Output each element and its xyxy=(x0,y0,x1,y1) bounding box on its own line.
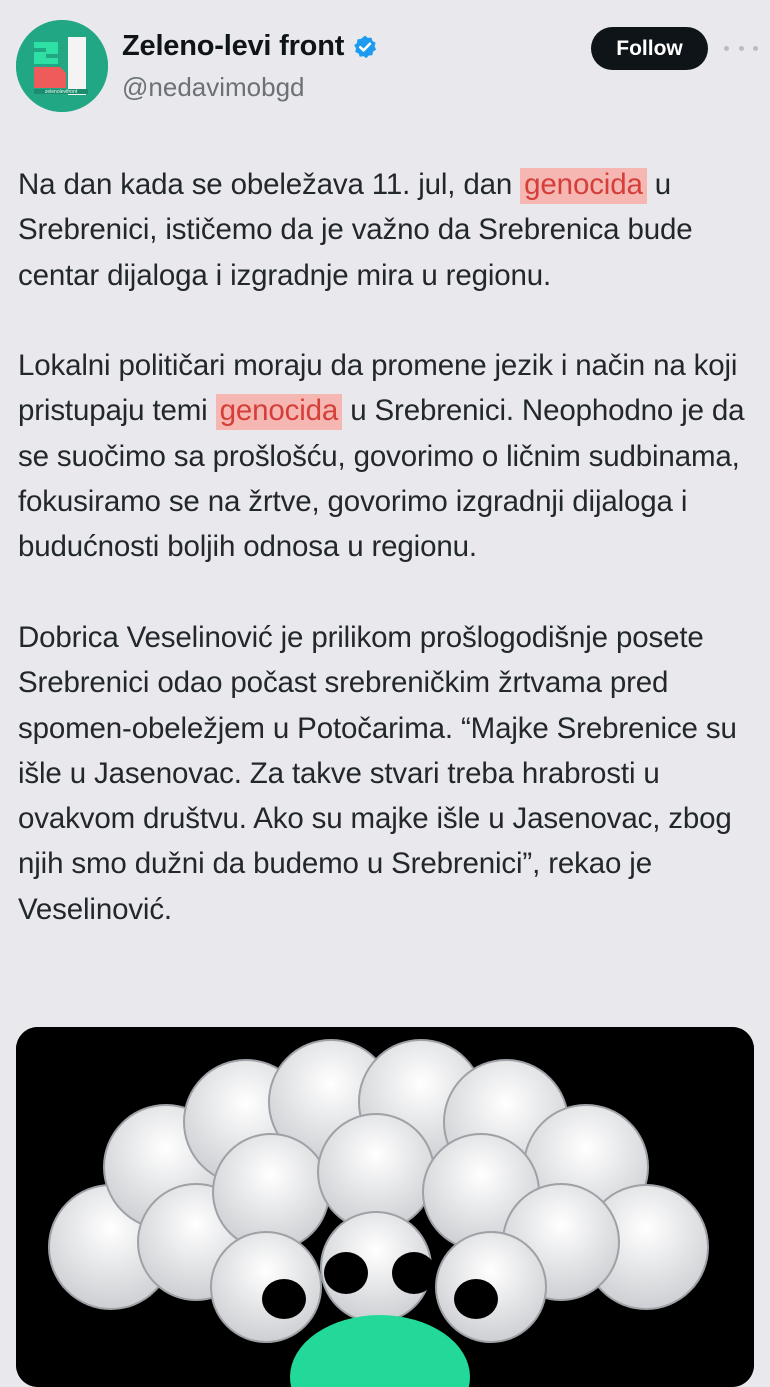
tweet-paragraph-3: Dobrica Veselinović je prilikom prošlogodišnje posete Srebrenici odao počast srebreničkim žrtvama pred spomen-obeležjem u Potočarima. “Majke Srebrenice su išle u Jasenovac. Za takve stvari treba hrabrosti u ovakvom društvu. Ako su majke išle u Jasenovac, zbog njih smo dužni da budemo u Srebrenici”, rekao je Veselinović. xyxy=(18,620,737,926)
tweet-body xyxy=(18,162,758,977)
paragraph-text: u Srebrenici. Neophodno je da se suočimo sa prošlošću, govorimo o ličnim sudbinama, fokusiramo se na žrtve, govorimo izgradnji dijaloga i budućnosti boljih odnosa u regionu. xyxy=(18,394,745,564)
tweet-paragraph-1 xyxy=(18,162,758,298)
follow-button[interactable]: Follow xyxy=(591,27,708,70)
highlighted-word: genocida xyxy=(520,168,647,204)
srebrenica-flower-icon xyxy=(16,1027,754,1387)
more-dot xyxy=(724,46,729,51)
verified-badge-icon xyxy=(352,34,378,60)
zlf-logo-icon xyxy=(16,20,108,112)
paragraph-text: Lokalni političari moraju da promene jezik i način na koji pristupaju temi xyxy=(18,349,738,428)
more-dot xyxy=(753,46,758,51)
avatar[interactable] xyxy=(16,20,108,112)
author-handle[interactable]: @nedavimobgd xyxy=(122,72,305,102)
tweet-header xyxy=(0,0,770,130)
tweet-paragraph-2 xyxy=(18,343,758,569)
author-name-row xyxy=(122,30,378,63)
author-display-name[interactable]: Zeleno-levi front xyxy=(122,30,345,62)
more-dot xyxy=(739,46,744,51)
more-options-icon[interactable] xyxy=(724,38,758,58)
avatar-caption: zelenolevifront xyxy=(44,89,78,95)
paragraph-text: Na dan kada se obeležava 11. jul, dan xyxy=(18,168,521,201)
tweet-media-image[interactable] xyxy=(16,1027,754,1387)
paragraph-text: u Srebrenici, ističemo da je važno da Srebrenica bude centar dijaloga i izgradnje mira u regionu. xyxy=(18,168,693,292)
highlighted-word: genocida xyxy=(216,394,343,430)
